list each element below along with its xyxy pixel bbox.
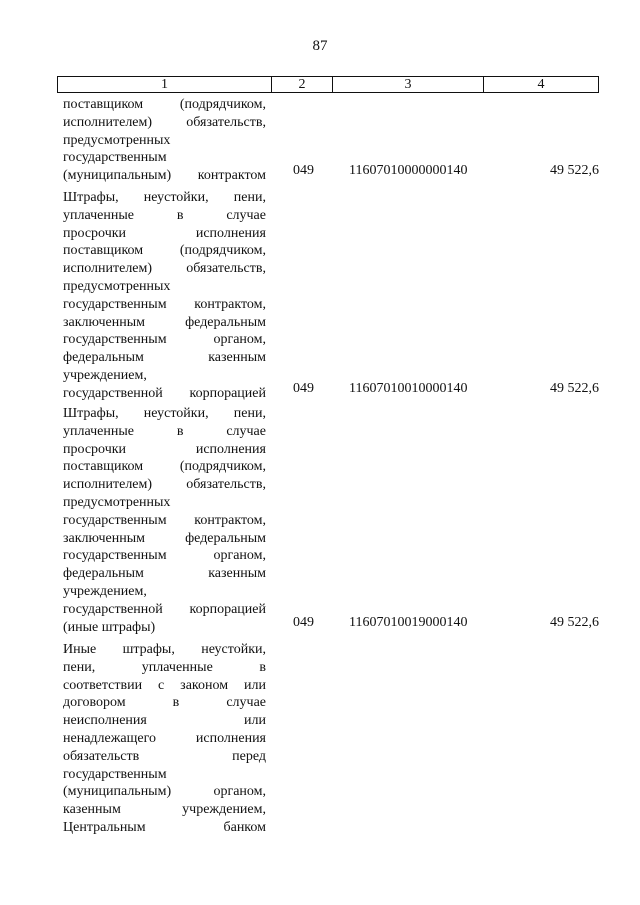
description-line: предусмотренных <box>63 278 171 294</box>
description-line: государственным контрактом, <box>63 512 266 528</box>
row-kbk: 11607010019000140 <box>349 615 468 630</box>
row-amount: 49 522,6 <box>550 381 599 396</box>
description-line: предусмотренных <box>63 494 171 510</box>
description-line: государственным <box>63 150 167 166</box>
description-line: ненадлежащего исполнения <box>63 730 266 746</box>
description-line: (иные штрафы) <box>63 619 156 635</box>
description-line: поставщиком (подрядчиком, <box>63 97 266 112</box>
table-header <box>57 76 599 93</box>
description-line: поставщиком (подрядчиком, <box>63 243 266 259</box>
description-line: государственным контрактом, <box>63 296 266 312</box>
description-line: исполнителем) обязательств, <box>63 114 266 130</box>
description-line: государственной корпорацией <box>63 385 266 401</box>
description-line: неисполнения или <box>63 713 266 729</box>
description-line: (муниципальным) контрактом <box>63 168 266 184</box>
description-line: учреждением, <box>63 367 147 383</box>
description-line: государственным <box>63 766 167 782</box>
row-amount: 49 522,6 <box>550 163 599 178</box>
description-line: просрочки исполнения <box>63 441 266 457</box>
row-description <box>63 96 266 185</box>
description-line: исполнителем) обязательств, <box>63 261 266 277</box>
description-line: обязательств перед <box>63 748 266 764</box>
description-line: Иные штрафы, неустойки, <box>63 642 266 657</box>
row-code: 049 <box>293 615 314 630</box>
description-line: пени, уплаченные в <box>63 659 266 675</box>
header-col-2: 2 <box>272 77 333 92</box>
description-line: государственным органом, <box>63 548 266 564</box>
header-col-4: 4 <box>537 77 545 92</box>
row-description <box>63 405 266 636</box>
description-line: заключенным федеральным <box>63 314 266 330</box>
description-line: федеральным казенным <box>63 350 266 366</box>
description-line: предусмотренных <box>63 132 171 148</box>
description-line: договором в случае <box>63 695 266 711</box>
description-line: Центральным банком <box>63 819 266 835</box>
description-line: уплаченные в случае <box>63 423 266 439</box>
row-code: 049 <box>293 381 314 396</box>
description-line: Штрафы, неустойки, пени, <box>63 406 266 421</box>
row-kbk: 11607010010000140 <box>349 381 468 396</box>
description-line: федеральным казенным <box>63 566 266 582</box>
row-description <box>63 641 266 837</box>
description-line: просрочки исполнения <box>63 225 266 241</box>
header-col-1: 1 <box>58 77 272 92</box>
description-line: заключенным федеральным <box>63 530 266 546</box>
description-line: исполнителем) обязательств, <box>63 477 266 493</box>
description-line: государственным органом, <box>63 332 266 348</box>
header-col-3: 3 <box>333 77 484 92</box>
description-line: Штрафы, неустойки, пени, <box>63 190 266 205</box>
description-line: уплаченные в случае <box>63 207 266 223</box>
description-line: соответствии с законом или <box>63 677 266 693</box>
description-line: (муниципальным) органом, <box>63 784 266 800</box>
description-line: поставщиком (подрядчиком, <box>63 459 266 475</box>
description-line: казенным учреждением, <box>63 802 266 818</box>
row-kbk: 11607010000000140 <box>349 163 468 178</box>
row-code: 049 <box>293 163 314 178</box>
row-amount: 49 522,6 <box>550 615 599 630</box>
row-description <box>63 189 266 403</box>
page-number: 87 <box>312 38 328 54</box>
description-line: государственной корпорацией <box>63 601 266 617</box>
description-line: учреждением, <box>63 583 147 599</box>
